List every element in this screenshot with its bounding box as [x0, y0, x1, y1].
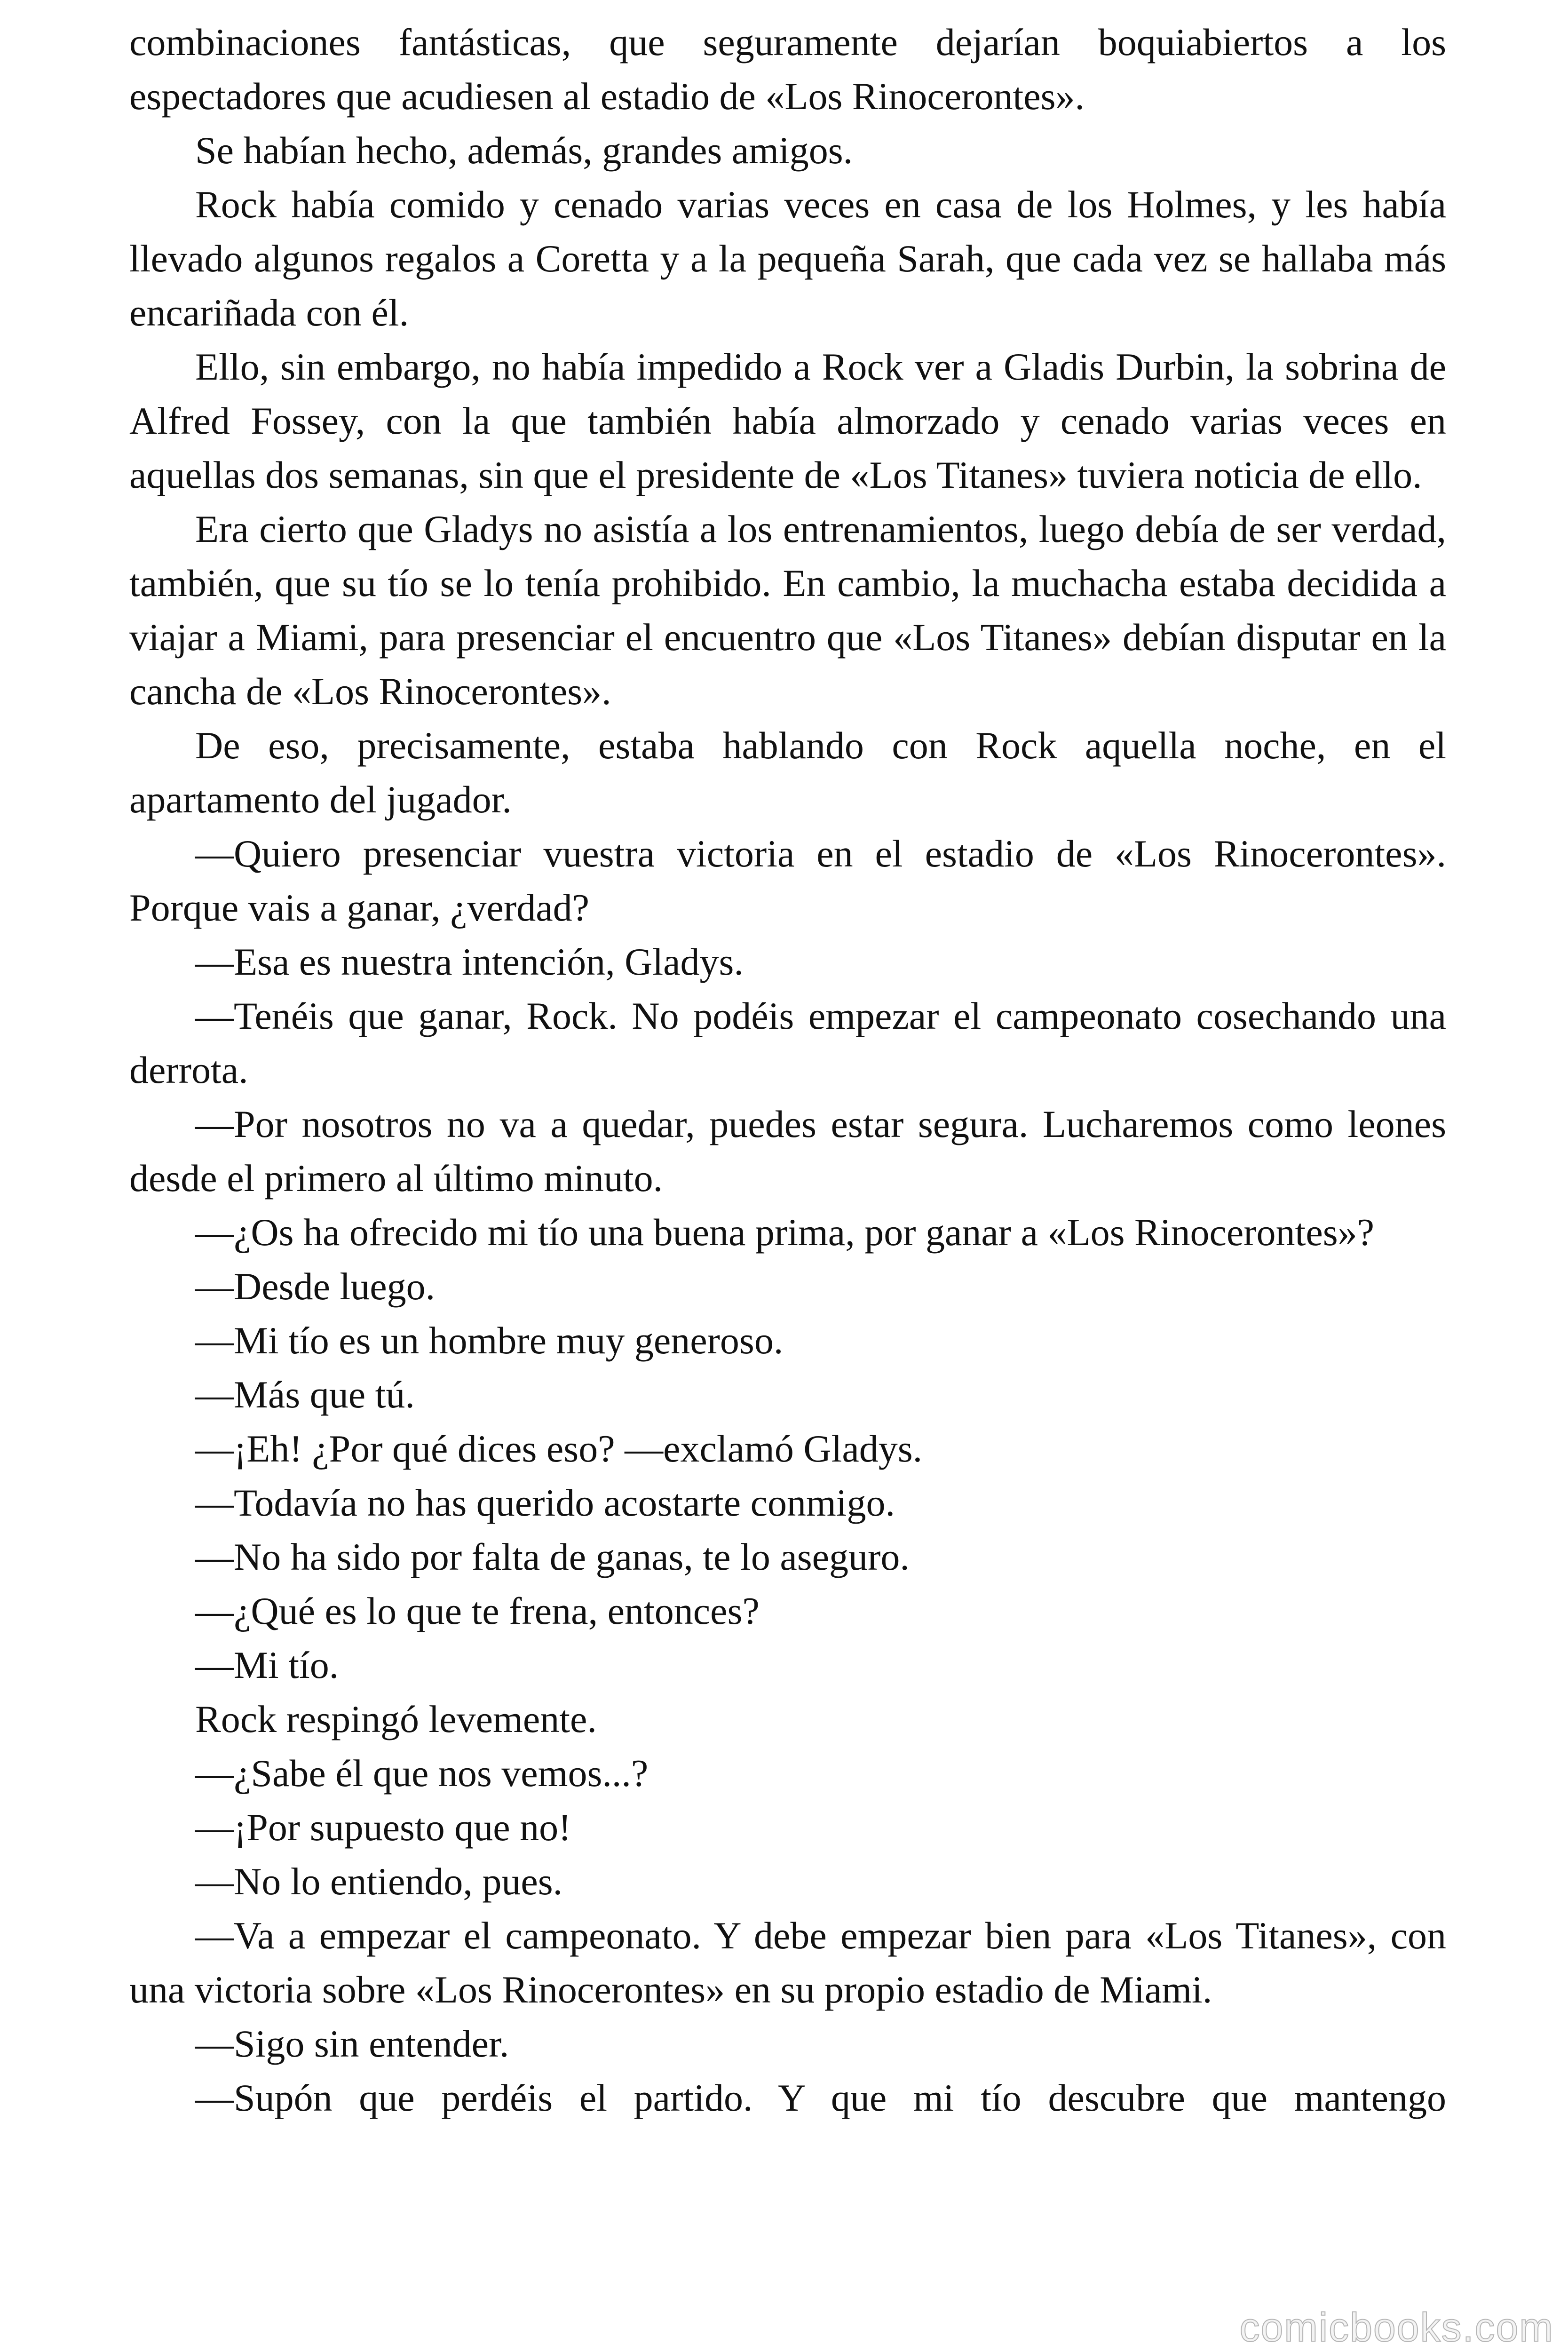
- dialogue-line: —Tenéis que ganar, Rock. No podéis empezar el campeonato cosechando una derrota.: [129, 994, 1446, 1091]
- dialogue-line: —¿Os ha ofrecido mi tío una buena prima, por ganar a «Los Rinocerontes»?: [195, 1211, 1375, 1254]
- dialogue-line: —Mi tío.: [195, 1644, 339, 1686]
- dialogue-line: —Va a empezar el campeonato. Y debe empezar bien para «Los Titanes», con una victoria sobre «Los Rinocerontes» en su propio estadio de Miami.: [129, 1914, 1446, 2011]
- dialogue-line: —Todavía no has querido acostarte conmigo.: [195, 1481, 895, 1524]
- dialogue-line: —No ha sido por falta de ganas, te lo aseguro.: [195, 1535, 910, 1578]
- dialogue-line: —Quiero presenciar vuestra victoria en el estadio de «Los Rinocerontes». Porque vais a ganar, ¿verdad?: [129, 832, 1446, 929]
- paragraph: Se habían hecho, además, grandes amigos.: [195, 129, 853, 172]
- dialogue-line: —Más que tú.: [195, 1373, 415, 1416]
- paragraph: Era cierto que Gladys no asistía a los entrenamientos, luego debía de ser verdad, también, que su tío se lo tenía prohibido. En cambio, la muchacha estaba decidida a viajar a Miami, para presenciar el encuentro que «Los Titanes» debían disputar en la cancha de «Los Rinocerontes».: [129, 508, 1446, 713]
- dialogue-line: —No lo entiendo, pues.: [195, 1860, 563, 1903]
- dialogue-line: —¡Por supuesto que no!: [195, 1806, 571, 1849]
- dialogue-line: —¿Sabe él que nos vemos...?: [195, 1752, 649, 1795]
- paragraph: Ello, sin embargo, no había impedido a Rock ver a Gladis Durbin, la sobrina de Alfred Fossey, con la que también había almorzado y cenado varias veces en aquellas dos semanas, sin que el presidente de «Los Titanes» tuviera noticia de ello.: [129, 345, 1446, 496]
- paragraph: Rock había comido y cenado varias veces en casa de los Holmes, y les había llevado algunos regalos a Coretta y a la pequeña Sarah, que cada vez se hallaba más encariñada con él.: [129, 183, 1446, 334]
- dialogue-line: —Desde luego.: [195, 1265, 436, 1308]
- dialogue-line-continues: —Supón que perdéis el partido. Y que mi tío descubre que mantengo: [195, 2076, 1446, 2119]
- dialogue-line: —Esa es nuestra intención, Gladys.: [195, 940, 744, 983]
- paragraph: Rock respingó levemente.: [195, 1698, 597, 1740]
- paragraph: De eso, precisamente, estaba hablando con Rock aquella noche, en el apartamento del jugador.: [129, 724, 1446, 821]
- dialogue-line: —Sigo sin entender.: [195, 2022, 509, 2065]
- dialogue-line: —¿Qué es lo que te frena, entonces?: [195, 1589, 760, 1632]
- paragraph-continued: combinaciones fantásticas, que seguramente dejarían boquiabiertos a los espectadores que acudiesen al estadio de «Los Rinocerontes».: [129, 21, 1446, 118]
- page-text: [129, 15, 1446, 2125]
- watermark: comicbooks.com: [1239, 2305, 1554, 2350]
- dialogue-line: —Mi tío es un hombre muy generoso.: [195, 1319, 784, 1362]
- dialogue-line: —Por nosotros no va a quedar, puedes estar segura. Lucharemos como leones desde el primero al último minuto.: [129, 1103, 1446, 1200]
- dialogue-line: —¡Eh! ¿Por qué dices eso? —exclamó Gladys.: [195, 1427, 923, 1470]
